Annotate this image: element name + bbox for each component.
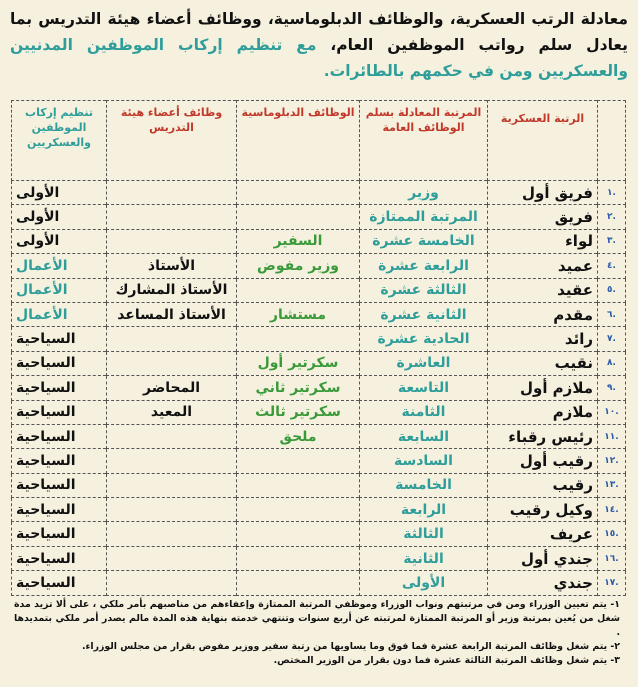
travel-class: السياحية bbox=[12, 498, 107, 522]
row-number: .١٠ bbox=[598, 400, 626, 424]
row-number: .٧ bbox=[598, 327, 626, 351]
row-number: .٦ bbox=[598, 302, 626, 326]
equivalent-grade: العاشرة bbox=[360, 351, 488, 375]
equivalent-grade: وزير bbox=[360, 181, 488, 205]
row-number: .٣ bbox=[598, 229, 626, 253]
equivalent-grade: التاسعة bbox=[360, 376, 488, 400]
equivalent-grade: الثانية bbox=[360, 546, 488, 570]
faculty-post bbox=[107, 449, 237, 473]
header-faculty: وظائف أعضاء هيئة التدريس bbox=[107, 101, 237, 181]
row-number: .١٧ bbox=[598, 571, 626, 595]
travel-class: الأولى bbox=[12, 205, 107, 229]
table-header-row bbox=[12, 101, 626, 181]
travel-class: السياحية bbox=[12, 376, 107, 400]
header-regulation: تنظيم إركاب الموظفين والعسكريين bbox=[12, 101, 107, 181]
faculty-post: الأستاذ المساعد bbox=[107, 302, 237, 326]
equivalent-grade: الثامنة bbox=[360, 400, 488, 424]
table-row bbox=[12, 473, 626, 497]
travel-class: السياحية bbox=[12, 400, 107, 424]
equivalent-grade: الخامسة عشرة bbox=[360, 229, 488, 253]
travel-class: السياحية bbox=[12, 351, 107, 375]
diplomatic-post bbox=[237, 205, 360, 229]
diplomatic-post bbox=[237, 522, 360, 546]
table-row bbox=[12, 571, 626, 595]
diplomatic-post bbox=[237, 473, 360, 497]
travel-class: الأعمال bbox=[12, 254, 107, 278]
faculty-post bbox=[107, 181, 237, 205]
military-rank: جندي أول bbox=[488, 546, 598, 570]
title-main: معادلة الرتب العسكرية، والوظائف الدبلوماسية، ووظائف أعضاء هيئة التدريس بما يعادل سلم رواتب الموظفين العام، bbox=[10, 10, 628, 54]
diplomatic-post: سكرتير ثالث bbox=[237, 400, 360, 424]
equivalent-grade: السادسة bbox=[360, 449, 488, 473]
military-rank: عقيد bbox=[488, 278, 598, 302]
equivalent-grade: الثانية عشرة bbox=[360, 302, 488, 326]
table-row bbox=[12, 302, 626, 326]
table-row bbox=[12, 522, 626, 546]
header-diplomatic: الوظائف الدبلوماسية bbox=[237, 101, 360, 181]
diplomatic-post: سكرتير ثاني bbox=[237, 376, 360, 400]
diplomatic-post bbox=[237, 327, 360, 351]
faculty-post bbox=[107, 473, 237, 497]
row-number: .١ bbox=[598, 181, 626, 205]
row-number: .١٦ bbox=[598, 546, 626, 570]
equivalent-grade: الرابعة عشرة bbox=[360, 254, 488, 278]
equivalent-grade: الخامسة bbox=[360, 473, 488, 497]
equivalent-grade: الحادية عشرة bbox=[360, 327, 488, 351]
travel-class: السياحية bbox=[12, 571, 107, 595]
diplomatic-post bbox=[237, 498, 360, 522]
diplomatic-post bbox=[237, 278, 360, 302]
travel-class: السياحية bbox=[12, 327, 107, 351]
diplomatic-post bbox=[237, 449, 360, 473]
footnote: ٢- يتم شغل وظائف المرتبة الرابعة عشرة فما فوق وما يساويها من رتبة سفير ووزير مفوض بقرار من مجلس الوزراء. bbox=[82, 641, 620, 652]
title-highlight: مع تنظيم إركاب الموظفين المدنيين والعسكريين ومن في حكمهم بالطائرات. bbox=[10, 36, 628, 80]
row-number: .١٤ bbox=[598, 498, 626, 522]
travel-class: الأولى bbox=[12, 181, 107, 205]
equivalent-grade: الأولى bbox=[360, 571, 488, 595]
table-row bbox=[12, 229, 626, 253]
row-number: .١٢ bbox=[598, 449, 626, 473]
faculty-post bbox=[107, 498, 237, 522]
table-row bbox=[12, 254, 626, 278]
travel-class: الأولى bbox=[12, 229, 107, 253]
military-rank: ملازم bbox=[488, 400, 598, 424]
military-rank: فريق أول bbox=[488, 181, 598, 205]
faculty-post bbox=[107, 546, 237, 570]
diplomatic-post bbox=[237, 181, 360, 205]
row-number: .٩ bbox=[598, 376, 626, 400]
row-number: .١١ bbox=[598, 424, 626, 448]
equivalent-grade: الرابعة bbox=[360, 498, 488, 522]
row-number: .٨ bbox=[598, 351, 626, 375]
row-number: .٥ bbox=[598, 278, 626, 302]
faculty-post bbox=[107, 327, 237, 351]
faculty-post bbox=[107, 522, 237, 546]
military-rank: رقيب أول bbox=[488, 449, 598, 473]
military-rank: رئيس رقباء bbox=[488, 424, 598, 448]
table-row bbox=[12, 449, 626, 473]
travel-class: السياحية bbox=[12, 546, 107, 570]
military-rank: رائد bbox=[488, 327, 598, 351]
table-row bbox=[12, 424, 626, 448]
travel-class: السياحية bbox=[12, 449, 107, 473]
military-rank: مقدم bbox=[488, 302, 598, 326]
faculty-post: المعيد bbox=[107, 400, 237, 424]
row-number: .١٥ bbox=[598, 522, 626, 546]
faculty-post: الأستاذ bbox=[107, 254, 237, 278]
military-rank: فريق bbox=[488, 205, 598, 229]
diplomatic-post bbox=[237, 546, 360, 570]
diplomatic-post: السفير bbox=[237, 229, 360, 253]
equivalent-grade: الثالثة bbox=[360, 522, 488, 546]
table-row bbox=[12, 376, 626, 400]
faculty-post bbox=[107, 424, 237, 448]
footnote: ٣- يتم شغل وظائف المرتبة الثالثة عشرة فما دون بقرار من الوزير المختص. bbox=[273, 655, 620, 666]
faculty-post bbox=[107, 571, 237, 595]
header-number bbox=[598, 101, 626, 181]
table-row bbox=[12, 181, 626, 205]
table-row bbox=[12, 400, 626, 424]
military-rank: جندي bbox=[488, 571, 598, 595]
table-row bbox=[12, 205, 626, 229]
travel-class: السياحية bbox=[12, 522, 107, 546]
header-military-rank: الرتبة العسكرية bbox=[488, 101, 598, 181]
diplomatic-post: سكرتير أول bbox=[237, 351, 360, 375]
military-rank: عميد bbox=[488, 254, 598, 278]
table-row bbox=[12, 498, 626, 522]
faculty-post bbox=[107, 205, 237, 229]
military-rank: رقيب bbox=[488, 473, 598, 497]
faculty-post: المحاضر bbox=[107, 376, 237, 400]
table-row bbox=[12, 546, 626, 570]
diplomatic-post bbox=[237, 571, 360, 595]
faculty-post bbox=[107, 229, 237, 253]
footnote: ١- يتم تعيين الوزراء ومن في مرتبتهم ونواب الوزراء وموظفي المرتبة الممتازة وإعفاءهم من مناصبهم بأمر ملكي ، على ألا تزيد مدة شغل من يُعين بمرتبة وزير أو المرتبة الممتازة لمرتبته عن أربع سنوات وتنتهي خدمته بنهاية هذه المدة مالم يصدر أمر ملكي بتمديدها . bbox=[14, 599, 620, 638]
military-rank: نقيب bbox=[488, 351, 598, 375]
row-number: .١٣ bbox=[598, 473, 626, 497]
travel-class: السياحية bbox=[12, 424, 107, 448]
faculty-post bbox=[107, 351, 237, 375]
row-number: .٢ bbox=[598, 205, 626, 229]
table-row bbox=[12, 351, 626, 375]
diplomatic-post: مستشار bbox=[237, 302, 360, 326]
travel-class: الأعمال bbox=[12, 302, 107, 326]
equivalent-grade: الثالثة عشرة bbox=[360, 278, 488, 302]
travel-class: السياحية bbox=[12, 473, 107, 497]
faculty-post: الأستاذ المشارك bbox=[107, 278, 237, 302]
ranks-table bbox=[11, 100, 626, 596]
military-rank: عريف bbox=[488, 522, 598, 546]
equivalent-grade: السابعة bbox=[360, 424, 488, 448]
page-title bbox=[10, 6, 628, 84]
row-number: .٤ bbox=[598, 254, 626, 278]
military-rank: وكيل رقيب bbox=[488, 498, 598, 522]
table-row bbox=[12, 278, 626, 302]
military-rank: ملازم أول bbox=[488, 376, 598, 400]
table-row bbox=[12, 327, 626, 351]
header-equivalent: المرتبة المعادلة بسلم الوظائف العامة bbox=[360, 101, 488, 181]
equivalent-grade: المرتبة الممتازة bbox=[360, 205, 488, 229]
travel-class: الأعمال bbox=[12, 278, 107, 302]
military-rank: لواء bbox=[488, 229, 598, 253]
footnotes bbox=[14, 598, 620, 668]
diplomatic-post: وزير مفوض bbox=[237, 254, 360, 278]
diplomatic-post: ملحق bbox=[237, 424, 360, 448]
